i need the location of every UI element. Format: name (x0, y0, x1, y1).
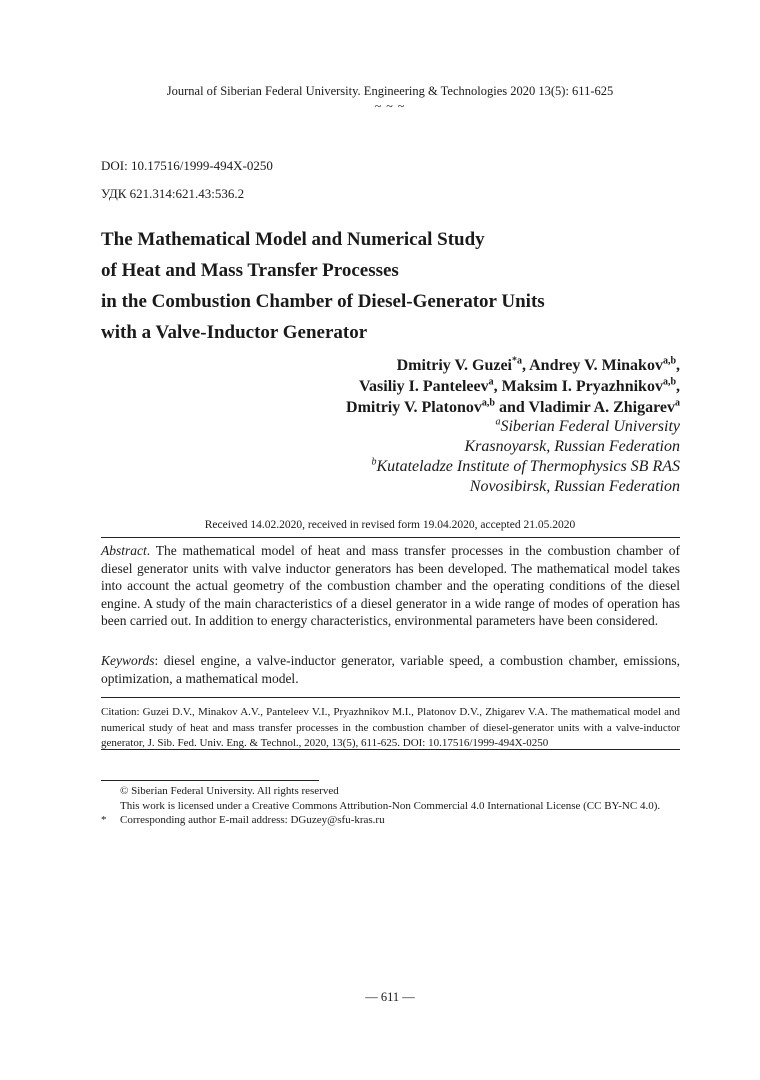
divider (101, 749, 680, 750)
author-affil-mark: a (675, 397, 680, 409)
author-list (260, 355, 680, 418)
author-name: Maksim I. Pryazhnikov (501, 378, 663, 395)
author-name: Andrey V. Minakov (529, 357, 663, 374)
author-name: Vasiliy I. Panteleev (358, 378, 489, 395)
author-name: Vladimir A. Zhigarev (528, 399, 675, 416)
divider (101, 537, 680, 538)
author-affil-mark: a,b (662, 376, 676, 388)
page-number: — 611 — (365, 990, 415, 1004)
affiliation-place: Novosibirsk, Russian Federation (469, 478, 680, 495)
abstract (101, 542, 680, 630)
divider (101, 697, 680, 698)
udk-code: УДК 621.314:621.43:536.2 (101, 186, 245, 201)
affiliations (260, 417, 680, 497)
footnote-divider (101, 780, 319, 781)
footnote-marker: * (101, 814, 107, 826)
abstract-text: . The mathematical model of heat and mass transfer processes in the combustion chamber of diesel generator units with valve inductor generators has been developed. The mathematical model takes into account the actual geometry of the combustion chamber and the operating conditions of the diesel engine. A study of the main characteristics of a diesel generator in a wide range of modes of operation has been carried out. In addition to energy characteristics, environmental parameters have been considered. (101, 543, 680, 628)
doi: DOI: 10.17516/1999-494X-0250 (101, 158, 273, 173)
author-name: Dmitriy V. Platonov (346, 399, 482, 416)
author-affil-mark: a,b (481, 397, 495, 409)
author-conjunction: and (498, 399, 525, 416)
license-note: This work is licensed under a Creative Commons Attribution-Non Commercial 4.0 International License (CC BY-NC 4.0). (120, 800, 661, 812)
author-line (260, 397, 680, 418)
title-line: The Mathematical Model and Numerical Study (101, 229, 485, 250)
abstract-label: Abstract (101, 543, 147, 558)
author-line: Dmitriy V. Guzei$^{*a}$, Andrey V. Minakov$^{a,b}$, (396, 355, 680, 374)
author-affil-mark: a,b (662, 355, 676, 367)
corresponding-author-note: Corresponding author E-mail address: DGuzey@sfu-kras.ru (120, 814, 385, 826)
affiliation-name: $^a$Siberian Federal University (495, 416, 680, 435)
affiliation-place: Krasnoyarsk, Russian Federation (464, 438, 680, 455)
paper-title (101, 224, 701, 348)
title-line: with a Valve-Inductor Generator (101, 322, 368, 343)
keywords (101, 652, 680, 687)
citation: Citation: Guzei D.V., Minakov A.V., Panteleev V.I., Pryazhnikov M.I., Platonov D.V., Zhigarev V.A. The mathematical model and numerical study of heat and mass transfer processes in the combustion chamber of diesel-generator units with a valve-inductor generator, J. Sib. Fed. Univ. Eng. & Technol., 2020, 13(5), 611-625. DOI: 10.17516/1999-494X-0250 (101, 706, 680, 749)
keywords-label: Keywords (101, 653, 155, 668)
author-affil-mark: a (488, 376, 494, 388)
title-line: in the Combustion Chamber of Diesel-Generator Units (101, 291, 545, 312)
keywords-text: : diesel engine, a valve-inductor generator, variable speed, a combustion chamber, emissions, optimization, a mathematical model. (101, 653, 680, 686)
affiliation-name: $^b$Kutateladze Institute of Thermophysics SB RAS (371, 456, 680, 475)
header-ornament: ~ ~ ~ (374, 99, 406, 113)
author-line: Vasiliy I. Panteleev$^a$, Maksim I. Pryazhnikov$^{a,b}$, (358, 376, 680, 395)
copyright-note: © Siberian Federal University. All rights reserved (120, 785, 339, 797)
received-dates: Received 14.02.2020, received in revised form 19.04.2020, accepted 21.05.2020 (204, 519, 576, 531)
journal-header: Journal of Siberian Federal University. Engineering & Technologies 2020 13(5): 611-625 (166, 84, 614, 98)
author-name: Dmitriy V. Guzei (396, 357, 512, 374)
title-line: of Heat and Mass Transfer Processes (101, 260, 399, 281)
author-affil-mark: *a (512, 355, 522, 367)
